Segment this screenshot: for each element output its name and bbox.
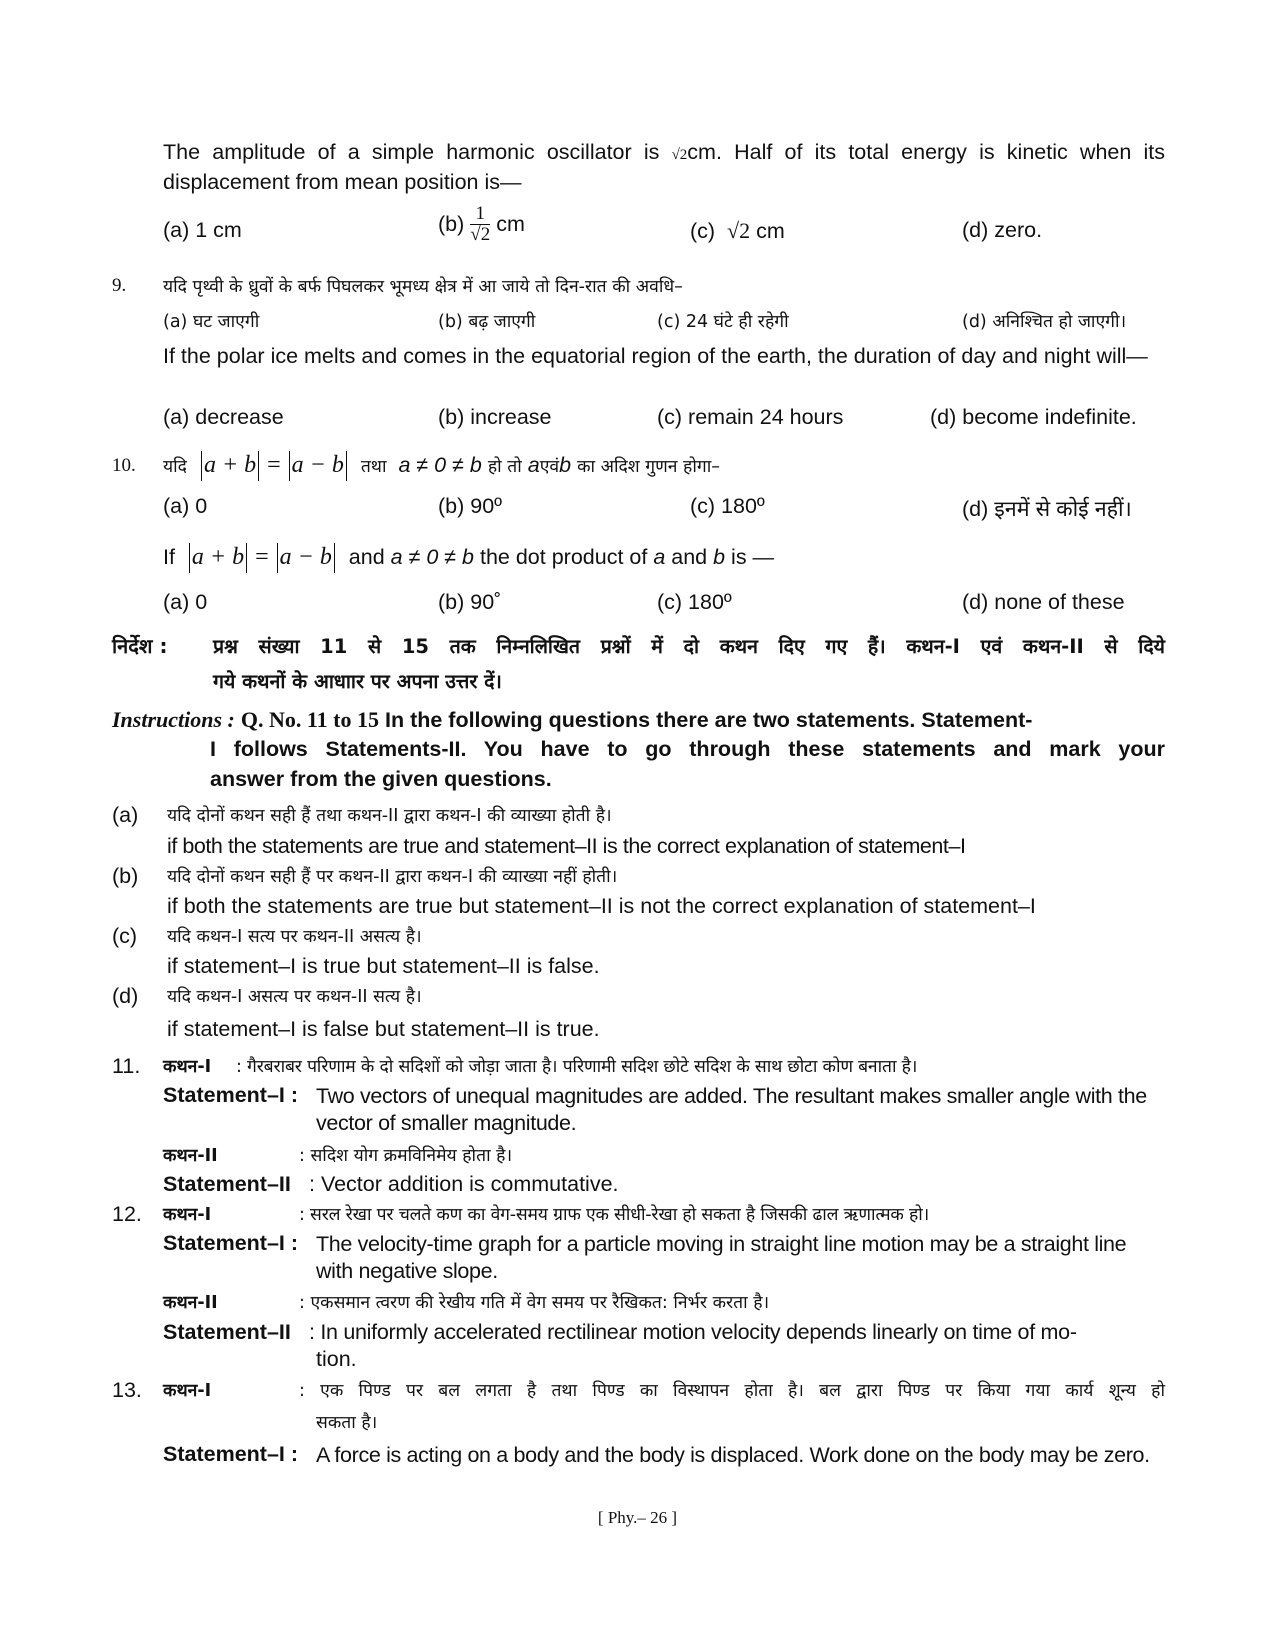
q12-statement2-label: Statement–II [163, 1320, 291, 1344]
q11-statement2-text: : Vector addition is commutative. [309, 1172, 619, 1196]
q10-hindi-option-c: (c) 180º [690, 494, 765, 518]
q13-kathan1-line-1: : एक पिण्ड पर बल लगता है तथा पिण्ड का विस्थापन होता है। बल द्वारा पिण्ड पर किया गया कार्य शून्य हो [299, 1381, 1165, 1401]
q8-option-b-unit: cm [496, 212, 525, 236]
instructions-line-3: answer from the given questions. [210, 767, 552, 791]
math-expr-diff: a − b [291, 452, 344, 478]
directions-label: निर्देश : [112, 634, 168, 658]
directions-line-1: प्रश्न संख्या 11 से 15 तक निम्नलिखित प्रश्नों में दो कथन दिए गए हैं। कथन-I एवं कथन-II से दिये [213, 635, 1165, 658]
key-d-label: (d) [112, 984, 139, 1008]
q10-hindi-tail: का अदिश गुणन होगा– [577, 457, 720, 477]
key-d-english: if statement–I is false but statement–II is true. [167, 1017, 600, 1041]
q13-statement1-text: A force is acting on a body and the body is displaced. Work done on the body may be zero. [316, 1443, 1150, 1467]
q9-hindi-option-b: (b) बढ़ जाएगी [438, 312, 536, 332]
q12-statement2-line-2: tion. [316, 1347, 357, 1371]
abs-bar [258, 451, 259, 481]
q10-english-and2: and [665, 545, 714, 569]
q11-kathan1-text: : गैरबराबर परिणाम के दो सदिशों को जोड़ा जाता है। परिणामी सदिश छोटे सदिश के साथ छोटा कोण बनाता है। [236, 1057, 918, 1077]
instructions-label: Instructions : [112, 707, 235, 732]
abs-bar [289, 451, 290, 481]
q10-hindi-ho-to: हो तो [487, 457, 522, 477]
q8-option-c-label: (c) [690, 219, 716, 243]
q10-number: 10. [112, 455, 136, 476]
key-b-english: if both the statements are true but statement–II is not the correct explanation of statement–I [167, 894, 1036, 918]
q12-kathan2-label: कथन-II [163, 1293, 218, 1313]
math-expr-sum: a + b [203, 452, 257, 478]
q9-hindi-stem: यदि पृथ्वी के ध्रुवों के बर्फ पिघलकर भूमध्य क्षेत्र में आ जाये तो दिन-रात की अवधि– [163, 277, 683, 297]
key-c-hindi: यदि कथन-I सत्य पर कथन-II असत्य है। [167, 927, 422, 947]
q10-english-option-a: (a) 0 [163, 590, 208, 614]
q9-hindi-option-a: (a) घट जाएगी [163, 312, 260, 332]
instructions-line-1 [112, 707, 1032, 733]
instructions-text-1: In the following questions there are two statements. Statement- [384, 708, 1033, 732]
q13-statement1-label: Statement–I : [163, 1442, 299, 1466]
q8-option-b-label: (b) [438, 212, 465, 236]
q10-hindi-stem [163, 448, 720, 484]
var-a: a [653, 545, 666, 569]
key-b-hindi: यदि दोनों कथन सही हैं पर कथन-II द्वारा कथन-I की व्याख्या नहीं होती। [167, 867, 618, 887]
q10-english-is: is — [725, 545, 775, 569]
abs-bar [246, 543, 247, 573]
q10-hindi-evam: एवं [539, 457, 560, 477]
q8-stem [163, 139, 1165, 196]
math-expr-diff: a − b [279, 544, 332, 570]
q8-option-c [690, 218, 785, 244]
q10-english-option-d: (d) none of these [962, 590, 1125, 614]
page-footer: [ Phy.– 26 ] [597, 1508, 678, 1527]
q12-kathan1-text: : सरल रेखा पर चलते कण का वेग-समय ग्राफ एक सीधी-रेखा हो सकता है जिसकी ढाल ऋणात्मक हो। [299, 1205, 930, 1225]
key-a-english: if both the statements are true and statement–II is the correct explanation of statement–I [167, 834, 966, 858]
q12-statement2-line-1: : In uniformly accelerated rectilinear motion velocity depends linearly on time of mo- [309, 1320, 1077, 1344]
math-expr-sum: a + b [191, 544, 245, 570]
abs-bar [334, 543, 335, 573]
key-b-label: (b) [112, 864, 139, 888]
q11-statement2-label: Statement–II [163, 1172, 291, 1196]
abs-bar [201, 451, 202, 481]
q12-statement1-label: Statement–I : [163, 1231, 299, 1255]
abs-bar [189, 543, 190, 573]
math-condition: a ≠ 0 ≠ b [398, 453, 482, 477]
q8-option-d: (d) zero. [962, 218, 1043, 242]
abs-bar [277, 543, 278, 573]
directions-line-2: गये कथनों के आधाार पर अपना उत्तर दें। [213, 670, 502, 693]
q12-kathan1-label: कथन-I [163, 1205, 212, 1225]
q10-hindi-option-b: (b) 90º [438, 494, 503, 518]
q11-kathan2-text: : सदिश योग क्रमविनिमेय होता है। [299, 1146, 513, 1166]
q12-statement1-text: The velocity-time graph for a particle moving in straight line motion may be a straight line with negative slope. [316, 1232, 1127, 1283]
q10-hindi-tatha: तथा [360, 457, 387, 477]
instructions-line-2: I follows Statements-II. You have to go through these statements and mark your [210, 737, 1165, 761]
var-b: b [559, 453, 572, 477]
var-b: b [713, 545, 726, 569]
math-equals: = [267, 452, 281, 478]
q9-english-option-d: (d) become indefinite. [930, 405, 1137, 429]
q10-hindi-option-d [962, 494, 1132, 523]
fraction-numerator: 1 [470, 204, 490, 225]
math-equals: = [255, 544, 269, 570]
fraction [470, 204, 490, 245]
key-c-label: (c) [112, 924, 138, 948]
var-a: a [527, 453, 540, 477]
abs-bar [346, 451, 347, 481]
q8-stem-pre: The amplitude of a simple harmonic oscillator is [163, 140, 672, 164]
q9-english-option-c: (c) remain 24 hours [657, 405, 844, 429]
instructions-qno: Q. No. 11 to 15 [240, 707, 379, 732]
q9-number: 9. [112, 275, 127, 296]
q11-kathan2-label: कथन-II [163, 1146, 218, 1166]
key-a-hindi: यदि दोनों कथन सही हैं तथा कथन-II द्वारा कथन-I की व्याख्या होती है। [167, 806, 612, 826]
q9-english-option-a: (a) decrease [163, 405, 284, 429]
q13-kathan1-line-2: सकता है। [316, 1413, 378, 1433]
q9-english-stem: If the polar ice melts and comes in the equatorial region of the earth, the duration of day and night will— [163, 344, 1148, 368]
q9-hindi-option-d: (d) अनिश्चित हो जाएगी। [962, 312, 1127, 332]
q8-option-c-unit: cm [756, 219, 785, 243]
q11-statement1-label: Statement–I : [163, 1083, 299, 1107]
q8-option-b [438, 204, 525, 245]
q10-english-option-c: (c) 180º [657, 590, 732, 614]
q10-english-if: If [163, 545, 175, 569]
q13-number: 13. [112, 1378, 142, 1402]
q11-statement1-text: Two vectors of unequal magnitudes are added. The resultant makes smaller angle with the vector of smaller magnitude. [316, 1084, 1147, 1135]
q10-english-stem [163, 540, 774, 574]
q10-english-and: and [348, 545, 385, 569]
q9-english-option-b: (b) increase [438, 405, 552, 429]
q9-hindi-option-c: (c) 24 घंटे ही रहेगी [657, 312, 789, 332]
fraction-denominator: √2 [470, 224, 491, 245]
q11-number: 11. [112, 1054, 141, 1078]
q8-option-c-value: √2 [727, 218, 751, 243]
q8-option-a: (a) 1 cm [163, 218, 242, 242]
q11-kathan1-label: कथन-I [163, 1057, 212, 1077]
q12-number: 12. [112, 1202, 142, 1226]
key-d-hindi: यदि कथन-I असत्य पर कथन-II सत्य है। [167, 987, 422, 1007]
q10-hindi-option-a: (a) 0 [163, 494, 208, 518]
q8-stem-post: cm. Half of its total energy is kinetic when its displacement from mean position is— [163, 140, 1166, 194]
q10-hindi-option-d-text: (d) इनमें से कोई नहीं। [962, 497, 1132, 521]
q10-english-option-b: (b) 90˚ [438, 590, 502, 614]
math-condition: a ≠ 0 ≠ b [390, 545, 475, 569]
key-a-label: (a) [112, 803, 139, 827]
q10-english-tail: the dot product of [474, 545, 654, 569]
q10-hindi-if: यदि [163, 457, 187, 477]
q13-kathan1-label: कथन-I [163, 1381, 212, 1401]
key-c-english: if statement–I is true but statement–II is false. [167, 954, 600, 978]
sqrt2-symbol: √2 [671, 147, 688, 163]
q12-kathan2-text: : एकसमान त्वरण की रेखीय गति में वेग समय पर रैखिकत: निर्भर करता है। [299, 1293, 770, 1313]
